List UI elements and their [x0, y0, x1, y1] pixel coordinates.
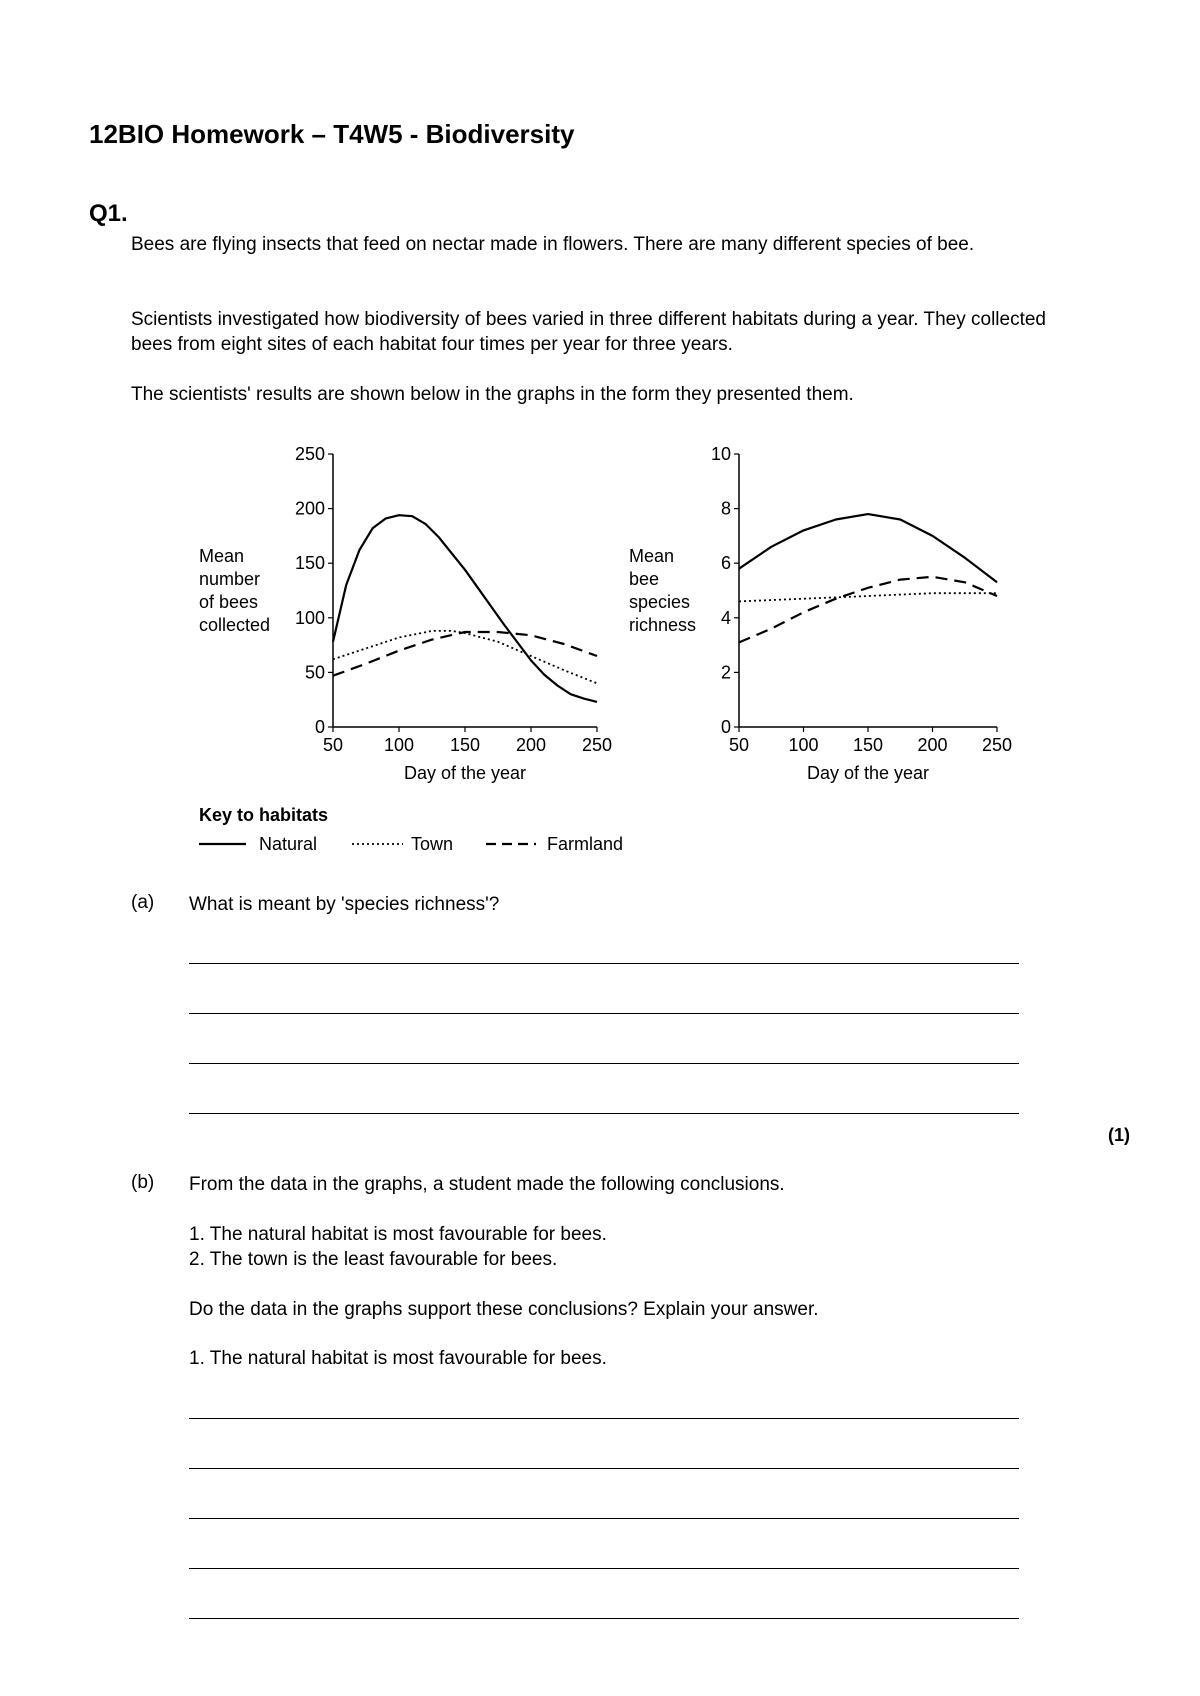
legend-label-natural: Natural — [259, 834, 318, 854]
series-town-line — [739, 593, 997, 601]
x-axis-label: Day of the year — [403, 763, 527, 783]
series-farmland-line — [739, 577, 997, 643]
y-tick-label: 4 — [720, 607, 731, 628]
y-tick-label: 10 — [710, 444, 731, 464]
y-tick-label: 150 — [294, 553, 325, 574]
legend-title: Key to habitats — [199, 805, 329, 825]
y-axis-label-line: of bees — [199, 592, 259, 612]
y-axis-label-line: richness — [629, 615, 697, 635]
chart-legend — [199, 805, 623, 854]
intro-paragraph-2: Scientists investigated how biodiversity of bees varied in three different habitats during a year. They collected bees from eight sites of each habitat four times per year for three years. — [131, 309, 1046, 355]
x-tick-label: 150 — [449, 735, 481, 755]
y-tick-label: 0 — [314, 717, 325, 737]
x-tick-label: 50 — [322, 735, 344, 755]
legend-label-town: Town — [411, 834, 454, 854]
page-title: 12BIO Homework – T4W5 - Biodiversity — [89, 119, 575, 149]
part-a-question: What is meant by 'species richness'? — [189, 894, 500, 915]
part-b-prompt-1: 1. The natural habitat is most favourable for bees. — [189, 1348, 607, 1369]
y-axis-label-line: bee — [629, 569, 660, 589]
intro-paragraph-1: Bees are flying insects that feed on nectar made in flowers. There are many different species of bee. — [131, 234, 975, 255]
answer-line[interactable] — [189, 1418, 1019, 1419]
y-tick-label: 6 — [720, 553, 731, 574]
series-farmland-line — [333, 632, 597, 676]
part-a-marks: (1) — [1108, 1125, 1130, 1145]
conclusion-1: 1. The natural habitat is most favourable for bees. — [189, 1224, 607, 1245]
y-tick-label: 50 — [304, 662, 325, 683]
part-b-intro: From the data in the graphs, a student made the following conclusions. — [189, 1174, 785, 1195]
x-tick-label: 50 — [728, 735, 750, 755]
part-b-question: Do the data in the graphs support these conclusions? Explain your answer. — [189, 1299, 819, 1320]
y-axis-label-line: number — [199, 569, 261, 589]
y-tick-label: 100 — [294, 607, 325, 628]
answer-line[interactable] — [189, 1063, 1019, 1064]
y-axis-label — [629, 546, 696, 635]
x-tick-label: 250 — [981, 735, 1013, 755]
x-tick-label: 100 — [383, 735, 415, 755]
part-b-label: (b) — [131, 1172, 155, 1193]
y-axis-label-line: Mean — [199, 546, 245, 566]
y-axis-label — [199, 546, 270, 635]
x-tick-label: 200 — [515, 735, 547, 755]
part-a-label: (a) — [131, 892, 155, 913]
answer-line[interactable] — [189, 1013, 1019, 1014]
y-tick-label: 0 — [720, 717, 731, 737]
series-town-line — [333, 631, 597, 683]
y-axis-label-line: species — [629, 592, 691, 612]
x-tick-label: 150 — [852, 735, 884, 755]
conclusion-2: 2. The town is the least favourable for bees. — [189, 1249, 558, 1270]
answer-line[interactable] — [189, 1468, 1019, 1469]
y-tick-label: 2 — [720, 662, 731, 683]
y-tick-label: 250 — [294, 444, 325, 464]
y-tick-label: 8 — [720, 498, 731, 519]
question-number: Q1. — [89, 200, 128, 227]
chart-bees-collected — [199, 444, 612, 783]
y-axis-label-line: Mean — [629, 546, 675, 566]
legend-label-farmland: Farmland — [547, 834, 624, 854]
chart-species-richness — [629, 444, 1012, 783]
x-tick-label: 250 — [581, 735, 613, 755]
answer-line[interactable] — [189, 1518, 1019, 1519]
answer-line[interactable] — [189, 1568, 1019, 1569]
intro-paragraph-3: The scientists' results are shown below in the graphs in the form they presented them. — [131, 384, 854, 405]
series-natural-line — [739, 514, 997, 582]
answer-line[interactable] — [189, 1618, 1019, 1619]
x-tick-label: 100 — [788, 735, 819, 755]
y-tick-label: 200 — [294, 498, 325, 519]
answer-line[interactable] — [189, 1113, 1019, 1114]
y-axis-label-line: collected — [199, 615, 271, 635]
x-tick-label: 200 — [917, 735, 948, 755]
charts-figure — [0, 430, 1200, 870]
x-axis-label: Day of the year — [806, 763, 930, 783]
series-natural-line — [333, 515, 597, 702]
answer-line[interactable] — [189, 963, 1019, 964]
